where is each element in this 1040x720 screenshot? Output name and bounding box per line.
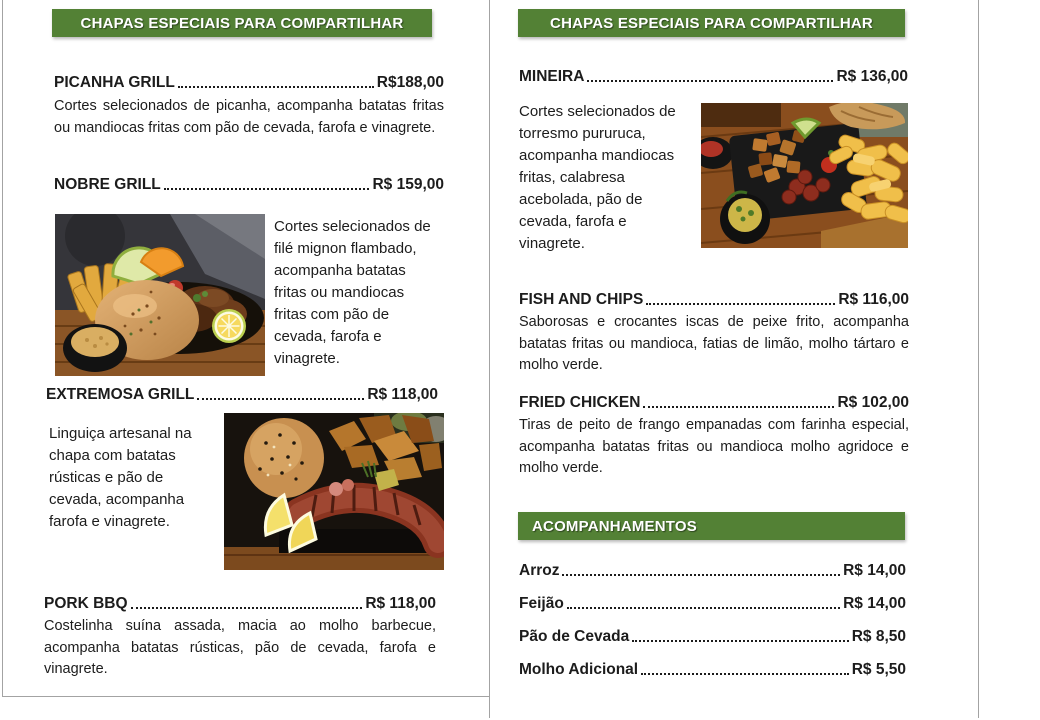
item-name: EXTREMOSA GRILL (46, 386, 195, 403)
side-item-arroz (519, 562, 906, 580)
item-description: Cortes selecionados de torresmo pururuca, acompanha mandiocas fritas, calabresa acebolada, pão de cevada, farofa e vinagrete. (519, 103, 676, 252)
item-description: Tiras de peito de frango empanadas com farinha especial, acompanha batatas fritas ou mandioca molho agridoce e molho verde. (519, 417, 909, 476)
item-price: R$ 159,00 (372, 176, 444, 193)
left-border-line (2, 0, 3, 697)
menu-item-extremosa-grill (46, 386, 438, 404)
item-name: FRIED CHICKEN (519, 394, 641, 411)
item-price: R$ 8,50 (851, 628, 906, 645)
item-description: Cortes selecionados de filé mignon flambado, acompanha batatas fritas ou mandiocas fritas com pão de cevada, farofa e vinagrete. (274, 218, 431, 367)
bottom-border-line (2, 696, 489, 697)
item-price: R$ 136,00 (836, 68, 908, 85)
item-name: NOBRE GRILL (54, 176, 161, 193)
side-item-molho-adicional (519, 661, 906, 679)
dot-leader (164, 188, 370, 190)
side-item-feijao (519, 595, 906, 613)
item-price: R$ 118,00 (367, 386, 438, 403)
dot-leader (197, 398, 364, 400)
item-name: MINEIRA (519, 68, 585, 85)
item-description: Saborosas e crocantes iscas de peixe frito, acompanha batatas fritas ou mandioca, fatias de limão, molho tártaro e molho verde. (519, 314, 909, 373)
item-name: PICANHA GRILL (54, 74, 175, 91)
center-divider-line (489, 0, 490, 718)
mineira-photo (701, 103, 908, 248)
menu-item-fish-and-chips (519, 291, 909, 309)
dot-leader (587, 80, 833, 82)
dot-leader (646, 303, 835, 305)
item-price: R$ 116,00 (838, 291, 909, 308)
item-name: Molho Adicional (519, 661, 639, 678)
dot-leader (632, 640, 848, 642)
menu-item-picanha-grill (54, 74, 444, 92)
item-price: R$ 14,00 (843, 595, 906, 612)
item-name: Feijão (519, 595, 564, 612)
item-name: Pão de Cevada (519, 628, 630, 645)
dot-leader (562, 574, 840, 576)
item-name: FISH AND CHIPS (519, 291, 644, 308)
right-border-line (978, 0, 979, 718)
dot-leader (643, 406, 834, 408)
item-price: R$ 5,50 (851, 661, 906, 678)
nobre-grill-photo (55, 214, 265, 376)
item-description: Costelinha suína assada, macia ao molho barbecue, acompanha batatas rústicas, pão de cevada, farofa e vinagrete. (44, 618, 436, 677)
left-section-header: CHAPAS ESPECIAIS PARA COMPARTILHAR (52, 9, 432, 37)
menu-item-pork-bbq (44, 595, 436, 613)
dot-leader (131, 607, 363, 609)
item-name: Arroz (519, 562, 560, 579)
sides-section-header: ACOMPANHAMENTOS (518, 512, 905, 540)
item-price: R$188,00 (376, 74, 444, 91)
menu-item-fried-chicken (519, 394, 909, 412)
item-name: PORK BBQ (44, 595, 128, 612)
right-section-header: CHAPAS ESPECIAIS PARA COMPARTILHAR (518, 9, 905, 37)
item-price: R$ 118,00 (365, 595, 436, 612)
item-description: Cortes selecionados de picanha, acompanha batatas fritas ou mandiocas fritas com pão de cevada, farofa e vinagrete. (54, 98, 444, 136)
item-price: R$ 102,00 (837, 394, 909, 411)
dot-leader (178, 86, 374, 88)
item-description: Linguiça artesanal na chapa com batatas rústicas e pão de cevada, acompanha farofa e vinagrete. (49, 425, 192, 530)
dot-leader (567, 607, 840, 609)
side-item-pao-de-cevada (519, 628, 906, 646)
item-price: R$ 14,00 (843, 562, 906, 579)
extremosa-grill-photo (224, 413, 444, 570)
menu-item-mineira (519, 68, 908, 86)
menu-item-nobre-grill (54, 176, 444, 194)
dot-leader (641, 673, 849, 675)
